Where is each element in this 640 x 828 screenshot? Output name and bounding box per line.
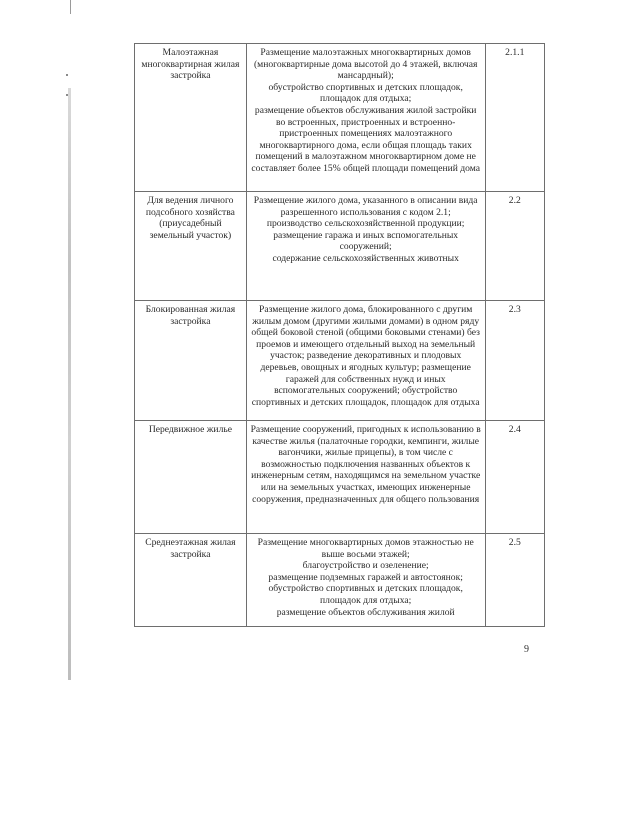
use-code-cell: 2.5 — [485, 534, 544, 627]
scan-dot — [66, 94, 68, 96]
description-line: Размещение сооружений, пригодных к использованию в качестве жилья (палаточные городки, кемпинги, жилые вагончики, жилые прицепы), в том числе с возможностью подключения названных объектов к инженерным сетям, находящимся на земельном участке или на земельных участках, имеющих инженерные сооружения, предназначенных для общего пользования — [250, 424, 481, 505]
use-description-cell — [246, 301, 485, 421]
use-name-cell: Среднеэтажная жилая застройка — [135, 534, 247, 627]
use-description-cell — [246, 534, 485, 627]
use-description-cell — [246, 192, 485, 301]
table-row — [135, 192, 545, 301]
description-line: производство сельскохозяйственной продукции; — [266, 218, 465, 230]
table-row — [135, 534, 545, 627]
use-description-cell — [246, 421, 485, 534]
use-name-cell: Малоэтажная многоквартирная жилая застройка — [135, 44, 247, 192]
use-code-cell: 2.2 — [485, 192, 544, 301]
scan-edge — [68, 88, 71, 680]
use-name-cell: Передвижное жилье — [135, 421, 247, 534]
use-description-cell — [246, 44, 485, 192]
page-number: 9 — [524, 644, 529, 655]
table-row — [135, 301, 545, 421]
scan-dot — [66, 74, 68, 76]
description-line: обустройство спортивных и детских площадок, площадок для отдыха; — [268, 583, 463, 606]
use-code-cell: 2.1.1 — [485, 44, 544, 192]
description-line: Размещение жилого дома, указанного в описании вида разрешенного использования с кодом 2.1; — [253, 195, 478, 218]
description-line: Размещение малоэтажных многоквартирных домов (многоквартирные дома высотой до 4 этажей, включая мансардный); — [253, 47, 478, 82]
use-name-cell: Для ведения личного подсобного хозяйства (приусадебный земельный участок) — [135, 192, 247, 301]
description-line: Размещение жилого дома, блокированного с другим жилым домом (другими жилыми домами) в одном ряду общей боковой стеной (общими боковыми стенами) без проемов и имеющего отдельный выход на земельный участок; разведение декоративных и плодовых деревьев, овощных и ягодных культур; размещение гаражей для собственных нужд и иных вспомогательных сооружений; обустройство спортивных и детских площадок, площадок для отдыха — [251, 304, 480, 408]
table-row — [135, 44, 545, 192]
description-line: размещение объектов обслуживания жилой — [276, 606, 455, 618]
use-code-cell: 2.4 — [485, 421, 544, 534]
description-line: Размещение многоквартирных домов этажностью не выше восьми этажей; — [257, 537, 474, 560]
description-line: обустройство спортивных и детских площадок, площадок для отдыха; — [268, 81, 463, 105]
description-line: размещение подземных гаражей и автостоянок; — [268, 571, 463, 583]
use-name-cell: Блокированная жилая застройка — [135, 301, 247, 421]
scan-mark — [70, 0, 71, 14]
description-line: благоустройство и озеленение; — [302, 560, 429, 572]
use-code-cell: 2.3 — [485, 301, 544, 421]
description-line: размещение гаража и иных вспомогательных сооружений; — [273, 229, 459, 253]
table-row — [135, 421, 545, 534]
description-line: размещение объектов обслуживания жилой застройки во встроенных, пристроенных и встроенно-пристроенных помещениях малоэтажного многоквартирного дома, если общая площадь таких помещений в малоэтажном многоквартирном доме не составляет более 15% общей площади помещений дома — [251, 104, 481, 174]
land-use-table — [134, 43, 545, 627]
description-line: содержание сельскохозяйственных животных — [272, 252, 459, 264]
